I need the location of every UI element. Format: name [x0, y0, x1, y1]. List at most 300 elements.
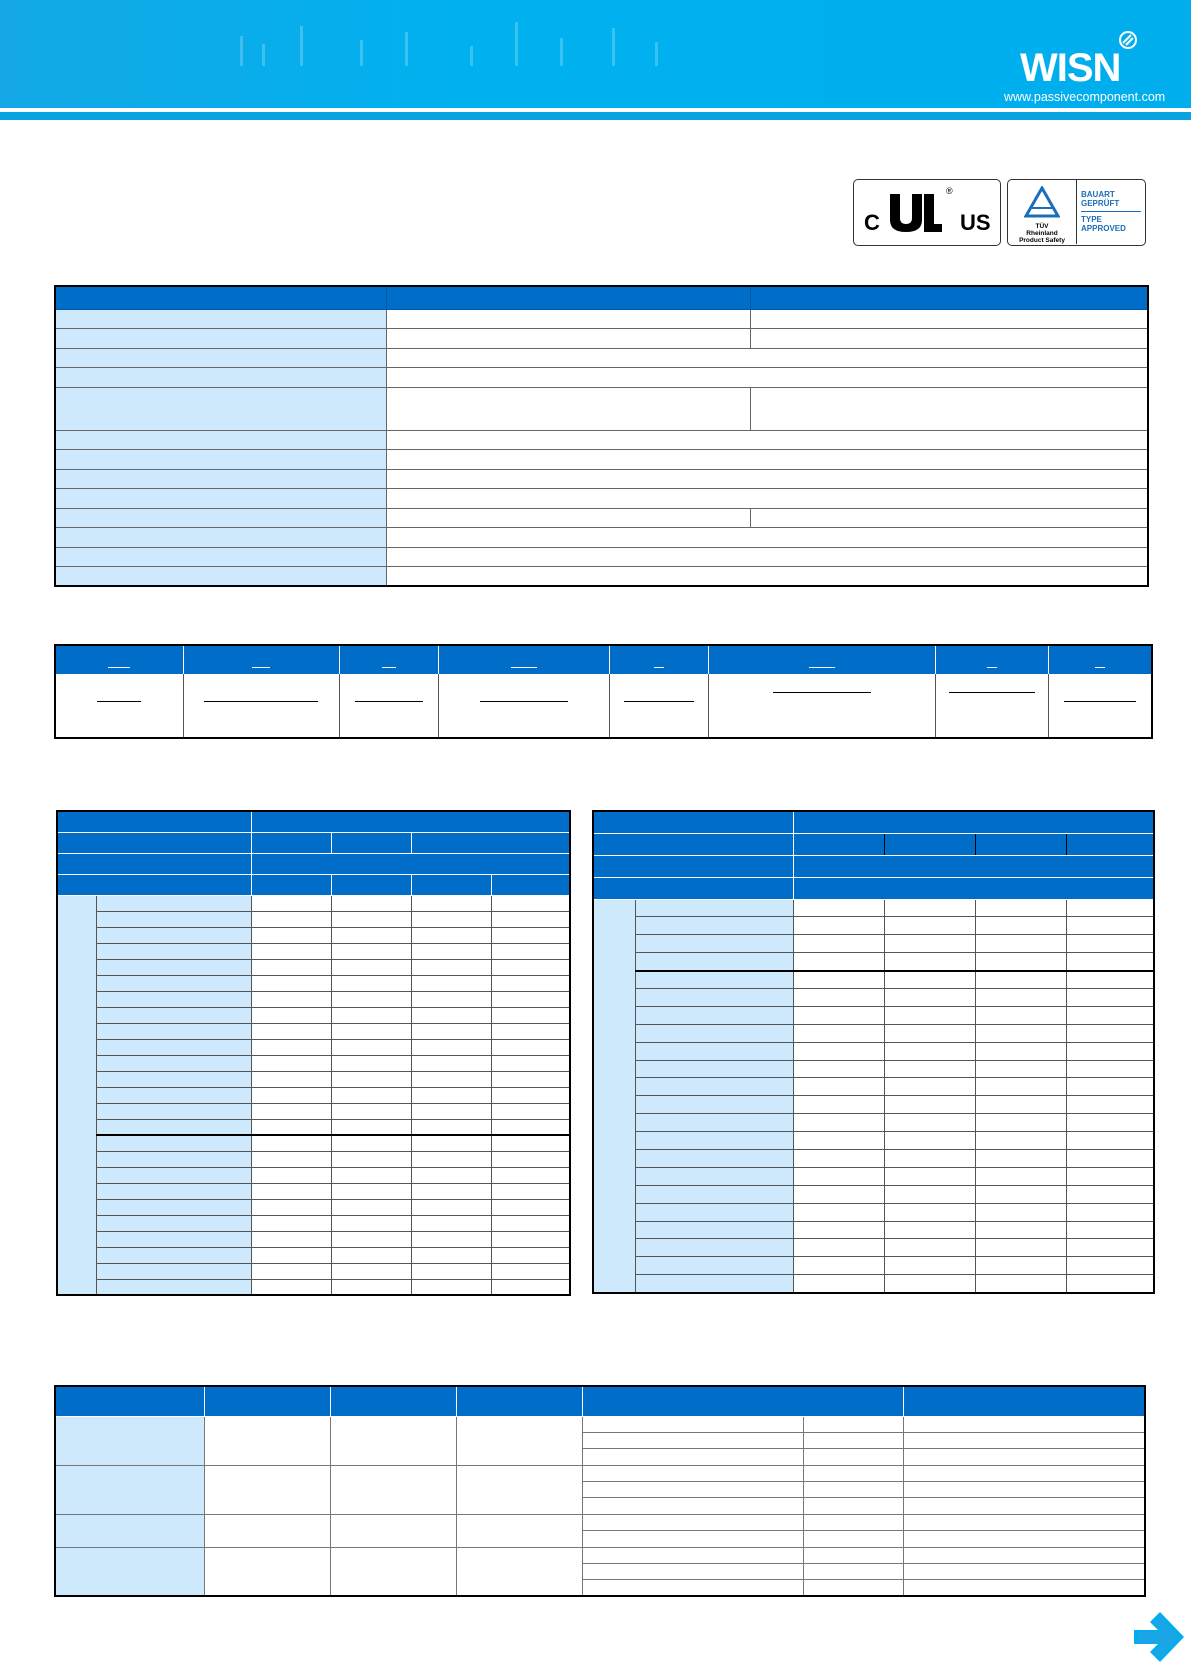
value-cell	[251, 1039, 331, 1055]
value-cell	[251, 1215, 331, 1231]
value-cell	[491, 1103, 570, 1119]
value-cell	[411, 1151, 491, 1167]
table-row	[57, 959, 570, 975]
value-cell	[793, 1257, 884, 1275]
group-label-cell	[57, 895, 96, 1295]
table-row	[57, 911, 570, 927]
next-page-arrow-icon[interactable]	[1130, 1610, 1186, 1664]
value-cell	[386, 387, 750, 430]
value-cell	[331, 911, 411, 927]
value-cell	[456, 1465, 582, 1514]
tuv-triangle-icon	[1024, 186, 1060, 220]
value-cell	[903, 1449, 1145, 1465]
value-cell	[750, 309, 1148, 329]
value-cell	[1066, 1149, 1154, 1167]
value-cell	[331, 1055, 411, 1071]
tuv-certification-badge	[1007, 179, 1146, 246]
value-cell	[975, 971, 1066, 989]
row-label-cell	[96, 927, 251, 943]
value-cell	[331, 1247, 411, 1263]
table-row	[57, 1263, 570, 1279]
value-cell	[251, 927, 331, 943]
value-cell	[1066, 1203, 1154, 1221]
value-cell	[331, 1167, 411, 1183]
value-cell	[803, 1432, 903, 1448]
value-cell	[793, 971, 884, 989]
value-cell	[330, 1547, 456, 1596]
value-cell	[793, 899, 884, 917]
value-cell	[582, 1449, 803, 1465]
value-cell	[491, 1231, 570, 1247]
row-label-cell	[55, 1465, 204, 1514]
table-row	[55, 348, 1148, 368]
value-cell	[582, 1498, 803, 1514]
table-header-cell	[593, 877, 793, 899]
value-cell	[975, 1042, 1066, 1060]
value-cell	[411, 1071, 491, 1087]
value-cell	[884, 1257, 975, 1275]
value-cell	[386, 528, 1148, 548]
table-header-cell	[593, 811, 793, 833]
value-cell	[582, 1432, 803, 1448]
value-cell	[750, 387, 1148, 430]
value-cell	[884, 1239, 975, 1257]
table-header-row	[55, 286, 1148, 309]
row-label-cell	[96, 1183, 251, 1199]
value-cell	[903, 1547, 1145, 1563]
value-cell	[582, 1580, 803, 1596]
value-cell	[884, 1114, 975, 1132]
value-cell	[491, 1055, 570, 1071]
value-cell	[251, 1183, 331, 1199]
value-cell	[251, 895, 331, 911]
table-row	[57, 1135, 570, 1151]
value-cell	[975, 1024, 1066, 1042]
row-label-cell	[96, 1231, 251, 1247]
table-header-cell	[491, 874, 570, 895]
table-row	[593, 1078, 1154, 1096]
value-cell	[803, 1564, 903, 1580]
value-cell	[386, 508, 750, 528]
value-cell	[582, 1514, 803, 1530]
value-cell	[903, 1498, 1145, 1514]
value-cell	[251, 1167, 331, 1183]
row-label-cell	[55, 1416, 204, 1465]
table-row	[593, 1132, 1154, 1150]
value-cell	[975, 1114, 1066, 1132]
table-row	[57, 1087, 570, 1103]
table-header-row	[55, 645, 1152, 674]
value-cell	[884, 1185, 975, 1203]
table-row	[55, 567, 1148, 587]
value-cell	[793, 917, 884, 935]
table-header-cell	[339, 645, 438, 674]
value-cell	[1066, 1185, 1154, 1203]
table-header-cell	[386, 286, 750, 309]
value-cell	[386, 547, 1148, 567]
value-cell	[793, 1078, 884, 1096]
value-cell	[903, 1432, 1145, 1448]
value-cell	[803, 1580, 903, 1596]
table-header-cell	[750, 286, 1148, 309]
table-header-cell	[609, 645, 708, 674]
value-cell	[884, 1096, 975, 1114]
value-cell	[331, 1151, 411, 1167]
value-cell	[975, 1203, 1066, 1221]
value-cell	[1066, 1221, 1154, 1239]
table-header-cell	[793, 811, 1154, 833]
table-header-cell	[593, 833, 793, 855]
value-cell	[803, 1531, 903, 1547]
table-header-cell	[57, 853, 251, 874]
table-header-row	[57, 874, 570, 895]
table-row	[57, 1215, 570, 1231]
value-cell	[793, 1096, 884, 1114]
value-cell	[491, 1247, 570, 1263]
registered-mark: ®	[946, 186, 953, 196]
value-cell	[582, 1465, 803, 1481]
value-cell	[456, 1514, 582, 1547]
table-row	[55, 329, 1148, 349]
table-row	[593, 1114, 1154, 1132]
value-cell	[1066, 1132, 1154, 1150]
value-cell	[884, 1006, 975, 1024]
value-cell	[1066, 1114, 1154, 1132]
row-label-cell	[635, 1239, 793, 1257]
row-label-cell	[635, 1257, 793, 1275]
table-row	[55, 1547, 1145, 1563]
table-row	[57, 1151, 570, 1167]
value-cell	[491, 1023, 570, 1039]
table-row	[57, 1167, 570, 1183]
value-cell	[204, 1416, 330, 1465]
table-row	[593, 899, 1154, 917]
value-cell	[582, 1416, 803, 1432]
row-label-cell	[55, 430, 386, 450]
value-cell	[491, 927, 570, 943]
value-cell	[491, 1151, 570, 1167]
value-cell	[251, 1263, 331, 1279]
table-row	[57, 1231, 570, 1247]
table-row	[593, 1275, 1154, 1293]
value-cell	[331, 1279, 411, 1295]
value-cell	[411, 1039, 491, 1055]
value-cell	[411, 1103, 491, 1119]
value-cell	[793, 1203, 884, 1221]
value-cell	[251, 959, 331, 975]
row-label-cell	[96, 943, 251, 959]
value-cell	[411, 991, 491, 1007]
value-cell	[793, 1221, 884, 1239]
value-cell	[903, 1416, 1145, 1432]
value-cell	[251, 1007, 331, 1023]
value-cell	[331, 1103, 411, 1119]
row-label-cell	[635, 917, 793, 935]
value-cell	[1066, 899, 1154, 917]
value-cell	[331, 1039, 411, 1055]
value-cell	[386, 450, 1148, 470]
value-cell	[793, 935, 884, 953]
table-row	[57, 1119, 570, 1135]
table-row	[57, 1071, 570, 1087]
value-cell	[1066, 1006, 1154, 1024]
banner-strip	[0, 112, 1191, 120]
value-cell	[1066, 988, 1154, 1006]
table-header-cell	[884, 833, 975, 855]
value-cell	[884, 1167, 975, 1185]
row-label-cell	[635, 1167, 793, 1185]
table-header-cell	[903, 1386, 1145, 1416]
value-cell	[1048, 674, 1152, 738]
row-label-cell	[96, 1023, 251, 1039]
tuv-sub2: Product Safety	[1019, 237, 1065, 244]
value-cell	[803, 1482, 903, 1498]
value-cell	[251, 991, 331, 1007]
row-label-cell	[635, 935, 793, 953]
value-cell	[251, 1135, 331, 1151]
row-label-cell	[96, 1007, 251, 1023]
value-cell	[884, 899, 975, 917]
value-cell	[491, 1199, 570, 1215]
value-cell	[411, 1167, 491, 1183]
value-cell	[1066, 953, 1154, 971]
table-header-cell	[975, 833, 1066, 855]
value-cell	[204, 1547, 330, 1596]
value-cell	[386, 348, 1148, 368]
table-row	[57, 895, 570, 911]
row-label-cell	[96, 959, 251, 975]
value-cell	[386, 567, 1148, 587]
value-cell	[884, 917, 975, 935]
table-header-cell	[330, 1386, 456, 1416]
value-cell	[975, 1239, 1066, 1257]
row-label-cell	[55, 368, 386, 388]
table-header-cell	[793, 855, 1154, 877]
value-cell	[975, 953, 1066, 971]
row-label-cell	[635, 1006, 793, 1024]
header-banner	[0, 0, 1191, 108]
value-cell	[793, 1042, 884, 1060]
table-row	[55, 528, 1148, 548]
table-header-cell	[582, 1386, 903, 1416]
table-row	[55, 489, 1148, 509]
value-cell	[609, 674, 708, 738]
value-cell	[411, 975, 491, 991]
value-cell	[975, 988, 1066, 1006]
table-header-cell	[251, 853, 570, 874]
value-cell	[1066, 1167, 1154, 1185]
value-cell	[251, 1279, 331, 1295]
value-cell	[1066, 1275, 1154, 1293]
value-cell	[411, 1231, 491, 1247]
value-cell	[884, 1275, 975, 1293]
value-cell	[491, 911, 570, 927]
value-cell	[251, 1119, 331, 1135]
value-cell	[204, 1465, 330, 1514]
row-label-cell	[635, 1203, 793, 1221]
value-cell	[884, 1149, 975, 1167]
value-cell	[803, 1465, 903, 1481]
table-row	[57, 1023, 570, 1039]
value-cell	[903, 1531, 1145, 1547]
row-label-cell	[96, 1247, 251, 1263]
table-row	[57, 943, 570, 959]
table-header-cell	[793, 877, 1154, 899]
value-cell	[975, 1149, 1066, 1167]
row-label-cell	[55, 528, 386, 548]
value-cell	[411, 911, 491, 927]
table-row	[55, 430, 1148, 450]
value-cell	[331, 943, 411, 959]
table-row	[55, 1416, 1145, 1432]
row-label-cell	[96, 1279, 251, 1295]
value-cell	[975, 1221, 1066, 1239]
row-label-cell	[635, 899, 793, 917]
tuv-line3: TYPE	[1081, 215, 1102, 224]
table-header-cell	[55, 645, 183, 674]
table-row	[593, 971, 1154, 989]
value-cell	[793, 1060, 884, 1078]
table-row	[55, 1514, 1145, 1530]
value-cell	[331, 1119, 411, 1135]
row-label-cell	[635, 1275, 793, 1293]
tuv-line2: GEPRÜFT	[1081, 199, 1120, 208]
value-cell	[491, 1071, 570, 1087]
value-cell	[251, 1231, 331, 1247]
table-header-row	[55, 1386, 1145, 1416]
value-cell	[456, 1547, 582, 1596]
value-cell	[903, 1564, 1145, 1580]
row-label-cell	[55, 450, 386, 470]
value-cell	[331, 927, 411, 943]
table-header-cell	[411, 874, 491, 895]
part-numbering-table	[54, 644, 1153, 739]
value-cell	[331, 1215, 411, 1231]
value-cell	[251, 1055, 331, 1071]
value-cell	[975, 1060, 1066, 1078]
table-row	[593, 1006, 1154, 1024]
value-cell	[793, 1006, 884, 1024]
table-row	[57, 1007, 570, 1023]
row-label-cell	[55, 329, 386, 349]
value-cell	[491, 1039, 570, 1055]
table-header-cell	[411, 832, 570, 853]
table-row	[55, 368, 1148, 388]
value-cell	[975, 935, 1066, 953]
table-header-cell	[251, 811, 570, 832]
row-label-cell	[96, 1199, 251, 1215]
value-cell	[491, 1263, 570, 1279]
value-cell	[1066, 1096, 1154, 1114]
value-cell	[803, 1449, 903, 1465]
specifications-table	[54, 285, 1149, 587]
value-cell	[491, 895, 570, 911]
value-cell	[411, 1119, 491, 1135]
table-header-cell	[456, 1386, 582, 1416]
value-cell	[411, 1215, 491, 1231]
ul-certification-badge	[853, 179, 1001, 246]
table-row	[593, 1149, 1154, 1167]
value-cell	[251, 1199, 331, 1215]
value-cell	[331, 1199, 411, 1215]
value-cell	[975, 1006, 1066, 1024]
table-header-cell	[1066, 833, 1154, 855]
value-cell	[803, 1547, 903, 1563]
value-cell	[411, 895, 491, 911]
value-cell	[386, 489, 1148, 509]
row-label-cell	[55, 547, 386, 567]
value-cell	[411, 1055, 491, 1071]
table-row	[57, 975, 570, 991]
ratings-table-left	[56, 810, 571, 1296]
value-cell	[339, 674, 438, 738]
website-url[interactable]: www.passivecomponent.com	[1004, 90, 1166, 104]
value-cell	[55, 674, 183, 738]
value-cell	[411, 1023, 491, 1039]
value-cell	[884, 1203, 975, 1221]
table-row	[57, 1055, 570, 1071]
table-row	[57, 1247, 570, 1263]
value-cell	[975, 1185, 1066, 1203]
value-cell	[331, 1071, 411, 1087]
value-cell	[884, 1078, 975, 1096]
value-cell	[331, 1231, 411, 1247]
table-header-row	[593, 877, 1154, 899]
value-cell	[1066, 1078, 1154, 1096]
row-label-cell	[55, 1514, 204, 1547]
table-header-cell	[57, 832, 251, 853]
table-row	[55, 1465, 1145, 1481]
value-cell	[903, 1580, 1145, 1596]
table-row	[55, 469, 1148, 489]
value-cell	[330, 1465, 456, 1514]
row-label-cell	[635, 1221, 793, 1239]
row-label-cell	[635, 953, 793, 971]
row-label-cell	[55, 567, 386, 587]
value-cell	[330, 1416, 456, 1465]
table-row	[55, 674, 1152, 738]
brand-logo[interactable]: WISN	[1020, 46, 1121, 90]
table-row	[57, 991, 570, 1007]
wisn-logo-mark-icon	[1118, 30, 1138, 50]
table-header-cell	[251, 874, 331, 895]
value-cell	[491, 1087, 570, 1103]
value-cell	[331, 1263, 411, 1279]
value-cell	[251, 1247, 331, 1263]
value-cell	[793, 1275, 884, 1293]
value-cell	[456, 1416, 582, 1465]
table-row	[593, 1239, 1154, 1257]
table-row	[57, 1039, 570, 1055]
row-label-cell	[96, 1119, 251, 1135]
row-label-cell	[635, 1185, 793, 1203]
value-cell	[491, 975, 570, 991]
value-cell	[750, 329, 1148, 349]
value-cell	[251, 1103, 331, 1119]
table-row	[593, 1042, 1154, 1060]
value-cell	[251, 1087, 331, 1103]
row-label-cell	[96, 1055, 251, 1071]
value-cell	[331, 975, 411, 991]
ul-us-label: US	[960, 210, 991, 235]
table-header-row	[57, 832, 570, 853]
table-header-cell	[331, 874, 411, 895]
value-cell	[331, 959, 411, 975]
value-cell	[903, 1514, 1145, 1530]
value-cell	[803, 1416, 903, 1432]
value-cell	[386, 430, 1148, 450]
value-cell	[803, 1498, 903, 1514]
